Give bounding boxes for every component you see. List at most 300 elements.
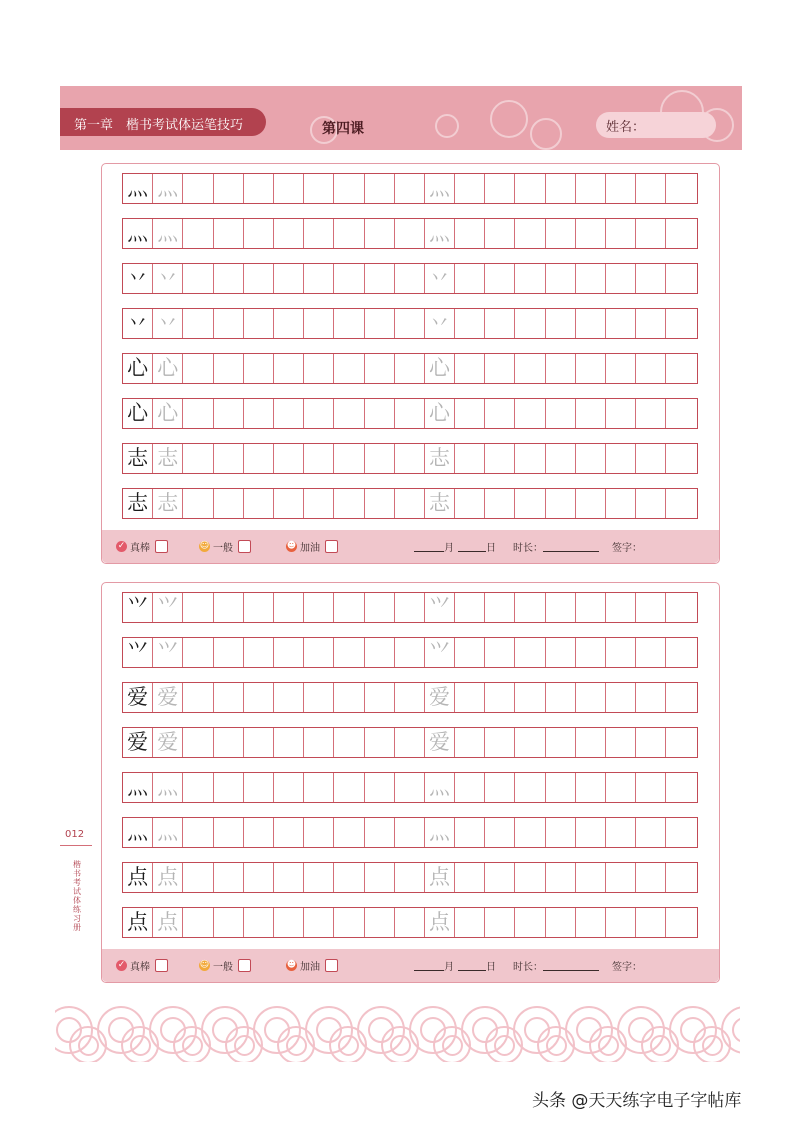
practice-cell[interactable]	[334, 863, 364, 892]
practice-cell[interactable]	[244, 773, 274, 802]
practice-cell[interactable]	[274, 728, 304, 757]
practice-cell[interactable]	[183, 818, 213, 847]
practice-cell[interactable]	[214, 908, 244, 937]
practice-cell[interactable]	[515, 908, 545, 937]
practice-cell[interactable]	[636, 219, 666, 248]
practice-cell[interactable]	[304, 489, 334, 518]
practice-cell[interactable]	[576, 174, 606, 203]
practice-cell[interactable]	[485, 818, 515, 847]
practice-cell[interactable]	[515, 489, 545, 518]
practice-cell[interactable]	[666, 593, 696, 622]
practice-cell[interactable]	[576, 818, 606, 847]
character-glyph: 灬	[428, 820, 450, 844]
practice-cell[interactable]	[546, 863, 576, 892]
trace-character-cell	[425, 638, 455, 667]
practice-cell[interactable]	[666, 908, 696, 937]
character-glyph: 心	[157, 401, 179, 425]
practice-cell[interactable]	[244, 309, 274, 338]
practice-cell[interactable]	[274, 818, 304, 847]
practice-cell[interactable]	[576, 593, 606, 622]
duration-field-group	[513, 958, 599, 973]
practice-cell[interactable]	[485, 309, 515, 338]
practice-cell[interactable]	[395, 399, 425, 428]
practice-cell[interactable]	[334, 773, 364, 802]
character-glyph: 丷	[127, 266, 149, 290]
practice-cell[interactable]	[546, 444, 576, 473]
practice-cell[interactable]	[515, 818, 545, 847]
practice-cell[interactable]	[666, 309, 696, 338]
practice-cell[interactable]	[395, 818, 425, 847]
practice-cell[interactable]	[304, 264, 334, 293]
practice-cell[interactable]	[365, 444, 395, 473]
practice-cell[interactable]	[515, 399, 545, 428]
character-glyph: 点	[127, 865, 149, 889]
practice-cell[interactable]	[666, 818, 696, 847]
practice-cell[interactable]	[546, 818, 576, 847]
trace-character-cell	[153, 908, 183, 937]
practice-cell[interactable]	[183, 593, 213, 622]
practice-cell[interactable]	[515, 444, 545, 473]
trace-character-cell	[425, 354, 455, 383]
practice-cell[interactable]	[636, 863, 666, 892]
practice-cell[interactable]	[365, 593, 395, 622]
practice-cell[interactable]	[304, 174, 334, 203]
practice-cell[interactable]	[546, 638, 576, 667]
practice-cell[interactable]	[546, 593, 576, 622]
practice-cell[interactable]	[334, 728, 364, 757]
rating-ok-checkbox[interactable]	[238, 540, 251, 553]
practice-cell[interactable]	[666, 174, 696, 203]
practice-cell[interactable]	[183, 354, 213, 383]
day-field[interactable]	[458, 960, 486, 971]
practice-cell[interactable]	[395, 489, 425, 518]
practice-cell[interactable]	[576, 264, 606, 293]
practice-cell[interactable]	[546, 264, 576, 293]
practice-cell[interactable]	[576, 908, 606, 937]
practice-cell[interactable]	[455, 593, 485, 622]
practice-cell[interactable]	[455, 683, 485, 712]
practice-cell[interactable]	[666, 638, 696, 667]
practice-cell[interactable]	[606, 354, 636, 383]
character-glyph: 点	[428, 910, 450, 934]
practice-cell[interactable]	[606, 489, 636, 518]
practice-cell[interactable]	[485, 219, 515, 248]
practice-cell[interactable]	[576, 773, 606, 802]
practice-cell[interactable]	[244, 863, 274, 892]
practice-cell[interactable]	[274, 908, 304, 937]
practice-cell[interactable]	[274, 309, 304, 338]
practice-cell[interactable]	[485, 728, 515, 757]
practice-cell[interactable]	[274, 174, 304, 203]
practice-cell[interactable]	[244, 219, 274, 248]
practice-cell[interactable]	[365, 773, 395, 802]
practice-cell[interactable]	[365, 863, 395, 892]
practice-cell[interactable]	[395, 219, 425, 248]
practice-cell[interactable]	[455, 309, 485, 338]
practice-cell[interactable]	[304, 638, 334, 667]
practice-cell[interactable]	[304, 309, 334, 338]
practice-cell[interactable]	[334, 309, 364, 338]
practice-cell[interactable]	[244, 683, 274, 712]
practice-cell[interactable]	[395, 264, 425, 293]
practice-cell[interactable]	[576, 354, 606, 383]
practice-cell[interactable]	[365, 219, 395, 248]
practice-cell[interactable]	[183, 728, 213, 757]
practice-cell[interactable]	[334, 444, 364, 473]
practice-cell[interactable]	[365, 354, 395, 383]
day-field[interactable]	[458, 541, 486, 552]
practice-cell[interactable]	[244, 638, 274, 667]
practice-cell[interactable]	[365, 908, 395, 937]
practice-cell[interactable]	[546, 728, 576, 757]
practice-cell[interactable]	[304, 683, 334, 712]
practice-cell[interactable]	[636, 683, 666, 712]
practice-cell[interactable]	[515, 593, 545, 622]
practice-cell[interactable]	[636, 264, 666, 293]
rating-cheer-checkbox[interactable]	[325, 540, 338, 553]
practice-cell[interactable]	[576, 309, 606, 338]
practice-cell[interactable]	[485, 444, 515, 473]
practice-cell[interactable]	[485, 908, 515, 937]
practice-cell[interactable]	[274, 219, 304, 248]
practice-cell[interactable]	[183, 399, 213, 428]
practice-cell[interactable]	[485, 264, 515, 293]
practice-cell[interactable]	[666, 863, 696, 892]
practice-cell[interactable]	[515, 174, 545, 203]
practice-cell[interactable]	[334, 489, 364, 518]
practice-cell[interactable]	[274, 683, 304, 712]
practice-cell[interactable]	[606, 593, 636, 622]
practice-cell[interactable]	[606, 863, 636, 892]
practice-cell[interactable]	[395, 728, 425, 757]
practice-cell[interactable]	[334, 174, 364, 203]
practice-cell[interactable]	[244, 444, 274, 473]
practice-cell[interactable]	[546, 489, 576, 518]
practice-cell[interactable]	[214, 773, 244, 802]
practice-cell[interactable]	[274, 773, 304, 802]
practice-cell[interactable]	[606, 638, 636, 667]
practice-cell[interactable]	[183, 309, 213, 338]
practice-cell[interactable]	[365, 489, 395, 518]
practice-cell[interactable]	[576, 219, 606, 248]
practice-cell[interactable]	[214, 728, 244, 757]
practice-cell[interactable]	[214, 683, 244, 712]
practice-cell[interactable]	[576, 863, 606, 892]
practice-cell[interactable]	[546, 354, 576, 383]
practice-cell[interactable]	[183, 908, 213, 937]
practice-cell[interactable]	[455, 728, 485, 757]
practice-cell[interactable]	[395, 638, 425, 667]
practice-row	[122, 353, 698, 384]
practice-cell[interactable]	[395, 444, 425, 473]
practice-cell[interactable]	[244, 908, 274, 937]
practice-cell[interactable]	[455, 908, 485, 937]
practice-cell[interactable]	[304, 908, 334, 937]
practice-cell[interactable]	[515, 728, 545, 757]
practice-cell[interactable]	[485, 863, 515, 892]
practice-cell[interactable]	[576, 638, 606, 667]
practice-cell[interactable]	[334, 264, 364, 293]
model-character-cell	[123, 728, 153, 757]
practice-cell[interactable]	[274, 264, 304, 293]
practice-cell[interactable]	[183, 683, 213, 712]
practice-cell[interactable]	[183, 174, 213, 203]
practice-cell[interactable]	[455, 399, 485, 428]
rating-ok	[199, 958, 251, 973]
swirl-decoration	[702, 1035, 723, 1056]
practice-cell[interactable]	[214, 399, 244, 428]
practice-cell[interactable]	[546, 219, 576, 248]
practice-cell[interactable]	[546, 174, 576, 203]
practice-cell[interactable]	[455, 444, 485, 473]
practice-cell[interactable]	[214, 309, 244, 338]
practice-cell[interactable]	[576, 683, 606, 712]
trace-character-cell	[153, 773, 183, 802]
practice-cell[interactable]	[334, 908, 364, 937]
practice-cell[interactable]	[365, 264, 395, 293]
practice-cell[interactable]	[546, 773, 576, 802]
practice-cell[interactable]	[334, 593, 364, 622]
practice-cell[interactable]	[485, 399, 515, 428]
practice-cell[interactable]	[214, 863, 244, 892]
practice-cell[interactable]	[606, 728, 636, 757]
practice-cell[interactable]	[214, 354, 244, 383]
practice-cell[interactable]	[274, 444, 304, 473]
practice-cell[interactable]	[214, 593, 244, 622]
practice-cell[interactable]	[183, 219, 213, 248]
practice-cell[interactable]	[244, 818, 274, 847]
practice-cell[interactable]	[606, 309, 636, 338]
practice-cell[interactable]	[304, 444, 334, 473]
practice-cell[interactable]	[636, 444, 666, 473]
practice-cell[interactable]	[485, 354, 515, 383]
practice-cell[interactable]	[183, 638, 213, 667]
practice-cell[interactable]	[636, 908, 666, 937]
swirl-decoration	[494, 1035, 515, 1056]
month-field[interactable]	[414, 960, 444, 971]
practice-cell[interactable]	[455, 489, 485, 518]
practice-cell[interactable]	[636, 399, 666, 428]
trace-character-cell	[425, 728, 455, 757]
practice-cell[interactable]	[365, 399, 395, 428]
practice-cell[interactable]	[636, 728, 666, 757]
practice-cell[interactable]	[334, 683, 364, 712]
duration-field-group	[513, 539, 599, 554]
month-field[interactable]	[414, 541, 444, 552]
practice-cell[interactable]	[576, 728, 606, 757]
practice-cell[interactable]	[666, 354, 696, 383]
practice-cell[interactable]	[395, 354, 425, 383]
practice-cell[interactable]	[636, 818, 666, 847]
practice-cell[interactable]	[274, 489, 304, 518]
practice-cell[interactable]	[304, 399, 334, 428]
practice-cell[interactable]	[546, 399, 576, 428]
practice-cell[interactable]	[365, 174, 395, 203]
practice-cell[interactable]	[636, 638, 666, 667]
practice-cell[interactable]	[365, 818, 395, 847]
practice-cell[interactable]	[485, 174, 515, 203]
trace-character-cell	[153, 354, 183, 383]
practice-cell[interactable]	[214, 219, 244, 248]
practice-cell[interactable]	[576, 444, 606, 473]
practice-cell[interactable]	[395, 309, 425, 338]
practice-cell[interactable]	[546, 908, 576, 937]
practice-cell[interactable]	[455, 773, 485, 802]
practice-cell[interactable]	[395, 174, 425, 203]
practice-cell[interactable]	[515, 863, 545, 892]
model-character-cell	[123, 264, 153, 293]
practice-cell[interactable]	[244, 354, 274, 383]
duration-field[interactable]	[543, 541, 599, 552]
practice-cell[interactable]	[244, 174, 274, 203]
practice-cell[interactable]	[636, 593, 666, 622]
rating-ok-checkbox[interactable]	[238, 959, 251, 972]
trace-character-cell	[153, 683, 183, 712]
practice-cell[interactable]	[274, 399, 304, 428]
practice-cell[interactable]	[515, 264, 545, 293]
practice-cell[interactable]	[274, 638, 304, 667]
practice-cell[interactable]	[666, 219, 696, 248]
practice-cell[interactable]	[304, 728, 334, 757]
practice-cell[interactable]	[304, 818, 334, 847]
name-label: 姓名：	[606, 120, 646, 135]
practice-cell[interactable]	[606, 219, 636, 248]
practice-cell[interactable]	[606, 444, 636, 473]
practice-cell[interactable]	[395, 908, 425, 937]
practice-cell[interactable]	[515, 773, 545, 802]
practice-cell[interactable]	[214, 444, 244, 473]
practice-cell[interactable]	[636, 773, 666, 802]
practice-cell[interactable]	[365, 309, 395, 338]
practice-cell[interactable]	[606, 818, 636, 847]
practice-cell[interactable]	[666, 728, 696, 757]
practice-cell[interactable]	[666, 444, 696, 473]
practice-cell[interactable]	[515, 638, 545, 667]
practice-cell[interactable]	[214, 489, 244, 518]
practice-cell[interactable]	[485, 638, 515, 667]
practice-cell[interactable]	[606, 174, 636, 203]
duration-field[interactable]	[543, 960, 599, 971]
practice-cell[interactable]	[214, 818, 244, 847]
trace-character-cell	[425, 773, 455, 802]
practice-cell[interactable]	[515, 683, 545, 712]
rating-great-checkbox[interactable]	[155, 959, 168, 972]
practice-cell[interactable]	[244, 593, 274, 622]
practice-cell[interactable]	[576, 399, 606, 428]
practice-cell[interactable]	[334, 818, 364, 847]
trace-character-cell	[425, 174, 455, 203]
practice-cell[interactable]	[455, 264, 485, 293]
rating-cheer	[286, 539, 338, 554]
practice-cell[interactable]	[244, 489, 274, 518]
practice-cell[interactable]	[244, 399, 274, 428]
practice-cell[interactable]	[606, 908, 636, 937]
practice-cell[interactable]	[455, 818, 485, 847]
bottom-decoration	[55, 1000, 740, 1062]
practice-cell[interactable]	[455, 354, 485, 383]
practice-cell[interactable]	[455, 219, 485, 248]
practice-cell[interactable]	[334, 219, 364, 248]
practice-cell[interactable]	[515, 354, 545, 383]
practice-cell[interactable]	[546, 683, 576, 712]
practice-cell[interactable]	[395, 683, 425, 712]
practice-cell[interactable]	[485, 683, 515, 712]
name-field[interactable]	[596, 112, 716, 138]
practice-cell[interactable]	[666, 489, 696, 518]
practice-cell[interactable]	[636, 309, 666, 338]
practice-cell[interactable]	[304, 773, 334, 802]
practice-cell[interactable]	[485, 489, 515, 518]
practice-cell[interactable]	[214, 638, 244, 667]
practice-cell[interactable]	[304, 354, 334, 383]
practice-cell[interactable]	[334, 638, 364, 667]
practice-cell[interactable]	[666, 683, 696, 712]
practice-row	[122, 308, 698, 339]
practice-cell[interactable]	[365, 728, 395, 757]
practice-cell[interactable]	[666, 264, 696, 293]
character-glyph: 爱	[157, 685, 179, 709]
practice-cell[interactable]	[636, 174, 666, 203]
practice-cell[interactable]	[606, 683, 636, 712]
swirl-decoration	[338, 1035, 359, 1056]
practice-cell[interactable]	[455, 174, 485, 203]
practice-cell[interactable]	[576, 489, 606, 518]
practice-cell[interactable]	[214, 264, 244, 293]
practice-cell[interactable]	[606, 773, 636, 802]
practice-cell[interactable]	[515, 219, 545, 248]
practice-cell[interactable]	[304, 593, 334, 622]
practice-cell[interactable]	[395, 593, 425, 622]
practice-cell[interactable]	[244, 728, 274, 757]
practice-cell[interactable]	[183, 773, 213, 802]
practice-cell[interactable]	[636, 489, 666, 518]
practice-cell[interactable]	[274, 863, 304, 892]
practice-cell[interactable]	[395, 773, 425, 802]
practice-cell[interactable]	[666, 773, 696, 802]
practice-cell[interactable]	[546, 309, 576, 338]
rating-great-checkbox[interactable]	[155, 540, 168, 553]
practice-cell[interactable]	[666, 399, 696, 428]
practice-cell[interactable]	[365, 683, 395, 712]
practice-cell[interactable]	[244, 264, 274, 293]
practice-cell[interactable]	[274, 354, 304, 383]
practice-cell[interactable]	[455, 638, 485, 667]
practice-cell[interactable]	[485, 593, 515, 622]
trace-character-cell	[153, 818, 183, 847]
practice-cell[interactable]	[395, 863, 425, 892]
practice-cell[interactable]	[455, 863, 485, 892]
practice-cell[interactable]	[485, 773, 515, 802]
practice-cell[interactable]	[183, 444, 213, 473]
practice-cell[interactable]	[515, 309, 545, 338]
model-character-cell	[123, 818, 153, 847]
practice-cell[interactable]	[183, 264, 213, 293]
rating-cheer-checkbox[interactable]	[325, 959, 338, 972]
practice-cell[interactable]	[274, 593, 304, 622]
practice-cell[interactable]	[606, 399, 636, 428]
practice-cell[interactable]	[183, 863, 213, 892]
smile-icon: ☺	[199, 960, 210, 970]
practice-cell[interactable]	[636, 354, 666, 383]
practice-cell[interactable]	[365, 638, 395, 667]
practice-cell[interactable]	[304, 219, 334, 248]
practice-cell[interactable]	[183, 489, 213, 518]
practice-cell[interactable]	[334, 399, 364, 428]
practice-cell[interactable]	[606, 264, 636, 293]
practice-cell[interactable]	[304, 863, 334, 892]
practice-cell[interactable]	[334, 354, 364, 383]
practice-cell[interactable]	[214, 174, 244, 203]
